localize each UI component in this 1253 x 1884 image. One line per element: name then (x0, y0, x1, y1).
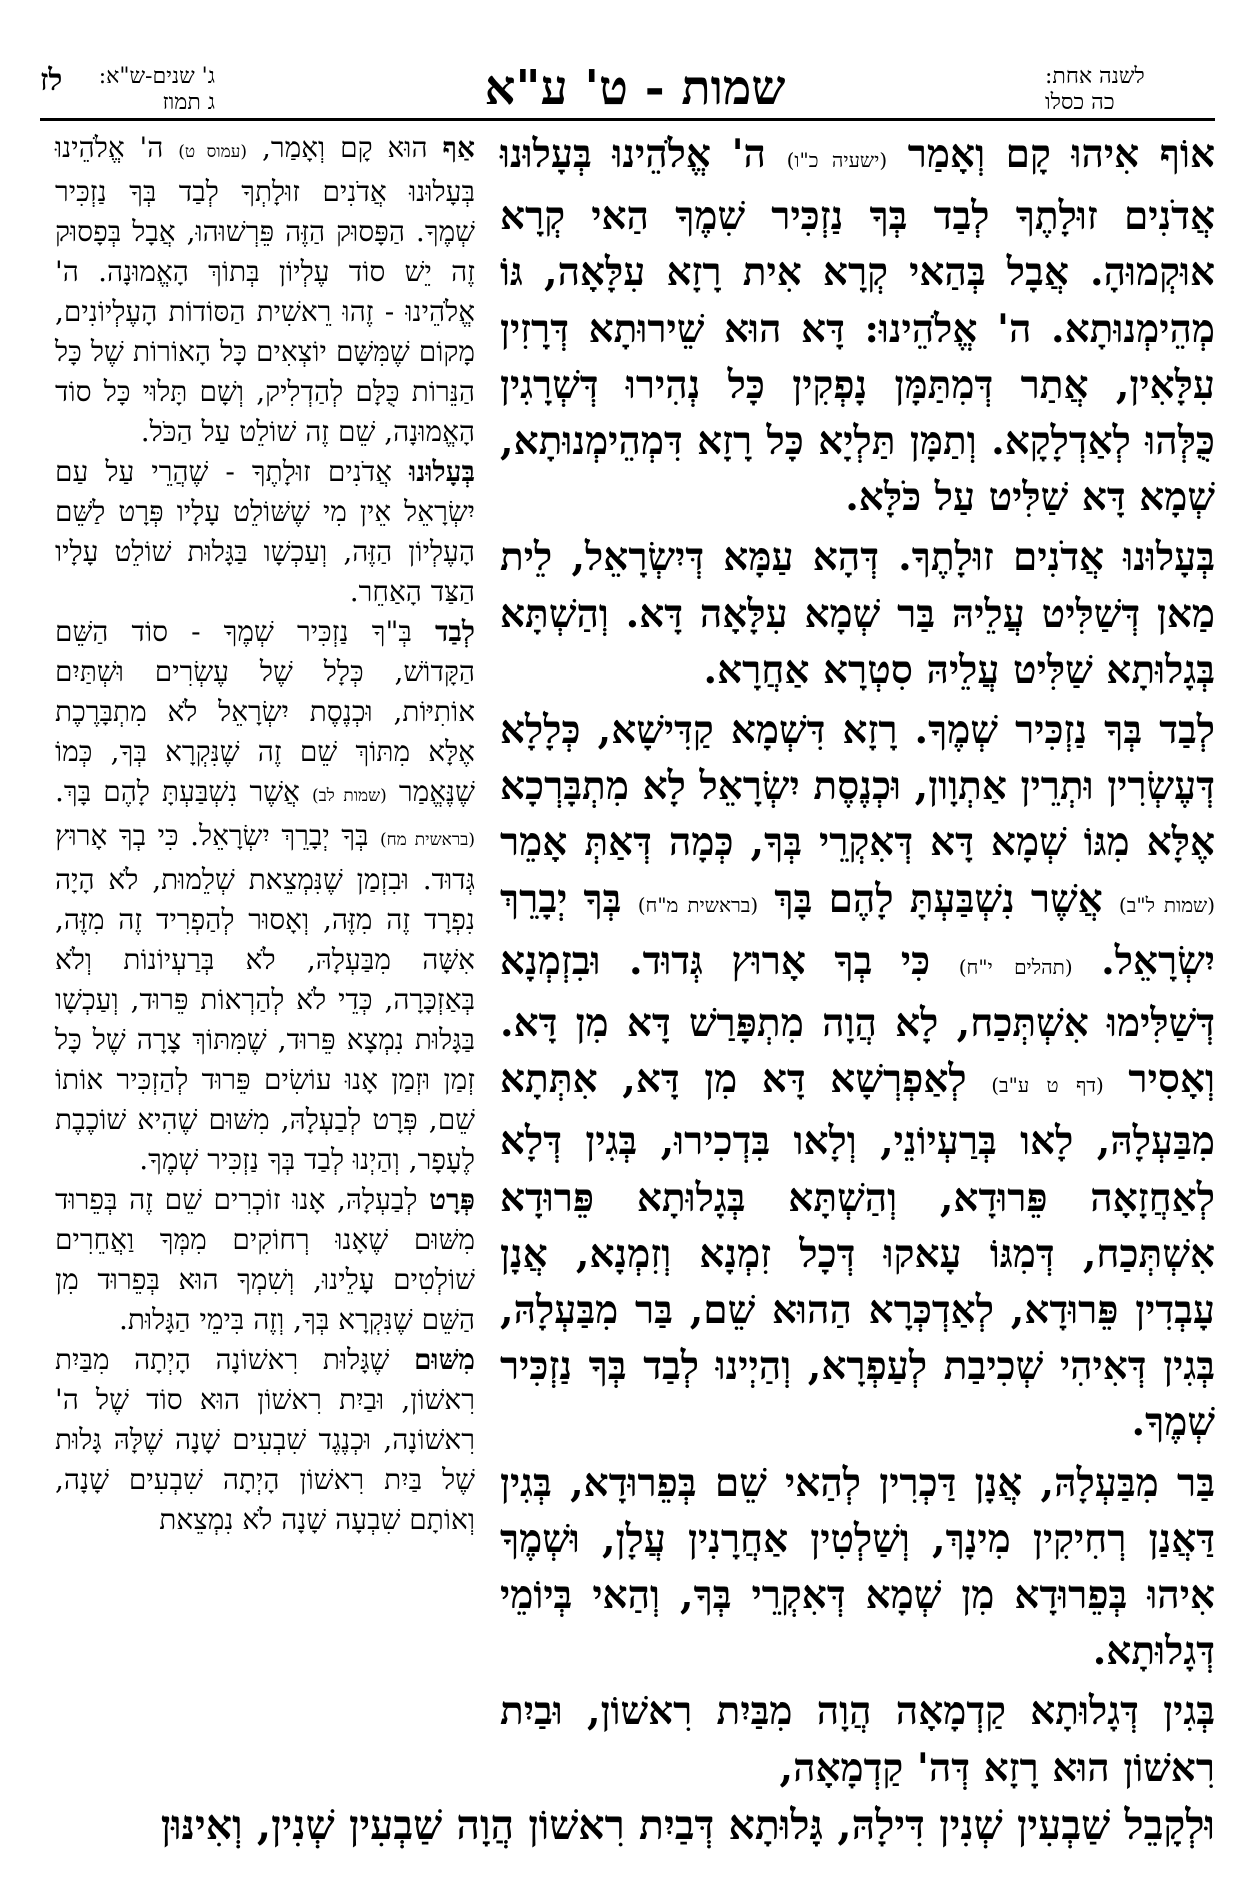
commentary-text: הוּא קָם וְאָמַר, (261, 131, 443, 164)
page-reference: (דף ט ע"ב) (991, 1073, 1104, 1098)
source-reference: (שמות ל"ב) (1118, 892, 1216, 917)
header-right (1045, 64, 1215, 116)
main-text: בְּגִין דְּגָלוּתָא קַדְמָאָה הֲוָה מִבַּיִת רִאשׁוֹן, וּבַיִת רִאשׁוֹן הוּא רָזָא דְּה' קַדְמָאָה, (500, 1688, 1215, 1791)
bottom-full-width-line: וּלְקָבֵל שַׁבְעִין שְׁנִין דִּילָהּ, גָּלוּתָא דְּבַיִת רִאשׁוֹן הֲוָה שַׁבְעִין שְׁנִין, וְאִינּוּן (160, 1801, 1215, 1849)
header-right-line1: לשנה אחת: (1045, 64, 1145, 89)
commentary-text: בְּ"ךָ נַזְכִּיר שְׁמֶךָ - סוֹד הַשֵּׁם הַקָּדוֹשׁ, כְּלָל שֶׁל עֶשְׂרִים וּשְׁתַּיִם אוֹתִיּוֹת, וּכְנֶסֶת יִשְׂרָאֵל לֹא מִתְבָּרֶכֶת אֶלָּא מִתּוֹךְ שֵׁם זֶה שֶׁנִּקְרָא בְּךָ, כְּמוֹ שֶׁנֶּאֱמַר (55, 615, 475, 808)
lead-word: פְּרָט (429, 1183, 475, 1216)
main-text: כִּי בְךָ אָרוּץ גְּדוּד. וּבִזְמְנָא דְּשַׁלִּימוּ אִשְׁתְּכַח, לָא הֲוָה מִתְפָּרַשׁ דָּא מִן דָּא. וְאָסִיר (500, 937, 1216, 1103)
source-reference: (תהלים י"ח) (958, 954, 1073, 979)
main-text: בַּר מִבַּעְלָהּ, אֲנָן דַּכְרִין לְהַאי שֵׁם בְּפֵרוּדָא, בְּגִין דַּאֲנַן רְחִיקִין מִינָךְ, וְשַׁלְטִין אַחֲרָנִין עֲלָן, וּשְׁמֶךָ אִיהוּ בְּפֵרוּדָא מִן שְׁמָא דְּאִקְרֵי בְּךָ, וְהַאי בְּיוֹמֵי דְּגָלוּתָא. (500, 1459, 1215, 1675)
main-paragraph (500, 529, 1215, 698)
commentary-text: אֲדֹנִים זוּלָתֶךָ - שֶׁהֲרֵי עַל עַם יִשְׂרָאֵל אֵין מִי שֶׁשּׁוֹלֵט עָלָיו פְּרָט לַשֵּׁם הָעֶלְיוֹן הַזֶּה, וְעַכְשָׁו בַּגָּלוּת שׁוֹלֵט עָלָיו הַצַּד הָאַחֵר. (55, 455, 475, 608)
commentary-paragraph (55, 1340, 475, 1540)
main-text-column (500, 126, 1215, 1796)
commentary-text: לְבַעְלָהּ, אָנוּ זוֹכְרִים שֵׁם זֶה בְּפֵרוּד מִשּׁוּם שֶׁאָנוּ רְחוֹקִים מִמְּךָ וַאֲחֵרִים שׁוֹלְטִים עָלֵינוּ, וְשִׁמְךָ הוּא בְּפֵרוּד מִן הַשֵּׁם שֶׁנִּקְרָא בְּךָ, וְזֶה בִּימֵי הַגָּלוּת. (55, 1183, 475, 1336)
main-text: לְאַפְרְשָׁא דָּא מִן דָּא, אִתְּתָא מִבַּעְלָהּ, לָאו בְּרַעְיוֹנֵי, וְלָאו בִּדְכִירוּ, בְּגִין דְּלָא לְאַחֲזָאָה פֵּרוּדָא, וְהַשְׁתָּא בְּגָלוּתָא פֵּרוּדָא אִשְׁתְּכַח, דְּמִגּוֹ עָאקוּ דְּכָל זִמְנָא וְזִמְנָא, אֲנָן עָבְדִין פֵּרוּדָא, לְאַדְכְּרָא הַהוּא שֵׁם, בַּר מִבַּעְלָהּ, בְּגִין דְּאִיהִי שְׁכִיבַת לְעַפְרָא, וְהַיְינוּ לְבַד בְּךָ נַזְכִּיר שְׁמֶךָ. (500, 1056, 1215, 1446)
main-text: בְּךָ יְבָרֵךְ יִשְׂרָאֵל. (500, 875, 1216, 984)
source-reference: (בראשית מ"ח) (637, 892, 759, 917)
main-paragraph (500, 1683, 1215, 1795)
source-reference: (ישעיה כ"ו) (786, 148, 888, 172)
commentary-paragraph (55, 612, 475, 1180)
header-right-line2: כה כסלו (1045, 90, 1115, 115)
main-paragraph (500, 126, 1215, 525)
commentary-column (55, 128, 475, 1798)
commentary-text: בְּךָ יְבָרֵךְ יִשְׂרָאֵל. כִּי בְךָ אָרוּץ גְּדוּד. וּבִזְמַן שֶׁנִּמְצֵאת שְׁלֵמוּת, לֹא הָיָה נִפְרָד זֶה מִזֶּה, וְאָסוּר לְהַפְרִיד זֶה מִזֶּה, אִשָּׁה מִבַּעְלָהּ, לֹא בְּרַעְיוֹנוֹת וְלֹא בְּאַזְכָּרָה, כְּדֵי לֹא לְהַרְאוֹת פֵּרוּד, וְעַכְשָׁו בַּגָּלוּת נִמְצָא פֵּרוּד, שֶׁמִּתּוֹךְ צָרָה שֶׁל כָּל זְמַן וּזְמַן אָנוּ עוֹשִׂים פֵּרוּד לְהַזְכִּיר אוֹתוֹ שֵׁם, פְּרָט לְבַעְלָהּ, מִשּׁוּם שֶׁהִיא שׁוֹכֶבֶת לֶעָפָר, וְהַיְנוּ לְבַד בְּךָ נַזְכִּיר שְׁמֶךָ. (55, 819, 475, 1176)
main-text: אוֹף אִיהוּ קָם וְאָמַר (907, 131, 1216, 177)
lead-word: בְּעָלוּנוּ (409, 455, 475, 488)
main-paragraph (500, 702, 1215, 1451)
source-reference: (שמות לב) (311, 786, 387, 806)
header-left-line1: ג' שנים-ש"א: (98, 64, 215, 89)
main-text: לְבַד בְּךָ נַזְכִּיר שְׁמֶךָ. רָזָא דִּשְׁמָא קַדִּישָׁא, כְּלָלָא דְּעֶשְׂרִין וּתְרֵין אַתְוָון, וּכְנֶסֶת יִשְׂרָאֵל לָא מִתְבָּרְכָא אֶלָּא מִגּוֹ שְׁמָא דָּא דְּאִקְרֵי בְּךָ, כְּמָה דְּאַתְּ אָמֵר (500, 707, 1215, 866)
source-reference: (עמוס ט) (178, 142, 247, 162)
commentary-text: אֲשֶׁר נִשְׁבַּעְתָּ לָהֶם בָּךְ. (55, 775, 312, 808)
header-left-line2: ג תמוז (162, 90, 215, 115)
header-rule (40, 118, 1215, 121)
main-text: בְּעָלוּנוּ אֲדֹנִים זוּלָתֶךָ. דְּהָא עַמָּא דְּיִשְׂרָאֵל, לֵית מַאן דְּשַׁלִּיט עֲלֵיהּ בַּר שְׁמָא עִלָּאָה דָּא. וְהַשְׁתָּא בְּגָלוּתָא שַׁלִּיט עֲלֵיהּ סִטְרָא אַחֲרָא. (500, 534, 1215, 693)
column-divider (486, 128, 487, 1798)
page-title: שמות - ט' ע"א (484, 60, 786, 116)
commentary-paragraph (55, 452, 475, 612)
commentary-text: שֶׁגָּלוּת רִאשׁוֹנָה הָיְתָה מִבַּיִת רִאשׁוֹן, וּבַיִת רִאשׁוֹן הוּא סוֹד שֶׁל ה' רִאשׁוֹנָה, וּכְנֶגֶד שִׁבְעִים שָׁנָה שֶׁלָּהּ גָּלוּת שֶׁל בַּיִת רִאשׁוֹן הָיְתָה שִׁבְעִים שָׁנָה, וְאוֹתָם שִׁבְעָה שָׁנָה לֹא נִמְצֵאת (55, 1343, 475, 1536)
lead-word: לְבַד (434, 615, 475, 648)
commentary-text: ה' אֱלֹהֵינוּ בְּעָלוּנוּ אֲדֹנִים זוּלָתְךָ לְבַד בְּךָ נַזְכִּיר שְׁמֶךָ. הַפָּסוּק הַזֶּה פֵּרְשׁוּהוּ, אֲבָל בְּפָסוּק זֶה יֵשׁ סוֹד עֶלְיוֹן בְּתוֹךְ הָאֱמוּנָה. ה' אֱלֹהֵינוּ - זֶהוּ רֵאשִׁית הַסּוֹדוֹת הָעֶלְיוֹנִים, מָקוֹם שֶׁמִּשָּׁם יוֹצְאִים כָּל הָאוֹרוֹת שֶׁל כָּל הַנֵּרוֹת כֻּלָּם לְהַדְלִיק, וְשָׁם תָּלוּי כָּל סוֹד הָאֱמוּנָה, שֵׁם זֶה שׁוֹלֵט עַל הַכֹּל. (55, 131, 475, 448)
commentary-paragraph (55, 128, 475, 452)
page-number: לז (40, 63, 63, 98)
main-text: ה' אֱלֹהֵינוּ בְּעָלוּנוּ אֲדֹנִים זוּלָתֶךָ לְבַד בְּךָ נַזְכִּיר שִׁמֶךָ הַאי קְרָא אוּקְמוּהָ. אֲבָל בְּהַאי קְרָא אִית רָזָא עִלָּאָה, גּוֹ מְהֵימְנוּתָא. ה' אֱלֹהֵינוּ: דָּא הוּא שֵׁירוּתָא דְּרָזִין עִלָּאִין, אֲתַר דְּמִתַּמָּן נָפְקִין כָּל נְהִירוּ דְּשְׁרָגִין כֻּלְּהוּ לְאַדְלָקָא. וְתַמָּן תַּלְיָא כָּל רָזָא דִּמְהֵימְנוּתָא, שְׁמָא דָּא שַׁלִּיט עַל כֹּלָּא. (500, 131, 1215, 521)
lead-word: מִשּׁוּם (413, 1343, 475, 1376)
page-header (40, 58, 1215, 118)
source-reference: (בראשית מח) (379, 830, 475, 850)
main-paragraph (500, 1455, 1215, 1680)
main-text: אֲשֶׁר נִשְׁבַּעְתָּ לָהֶם בָּךְ (774, 875, 1103, 922)
lead-word: אַף (442, 131, 476, 164)
commentary-paragraph (55, 1180, 475, 1340)
